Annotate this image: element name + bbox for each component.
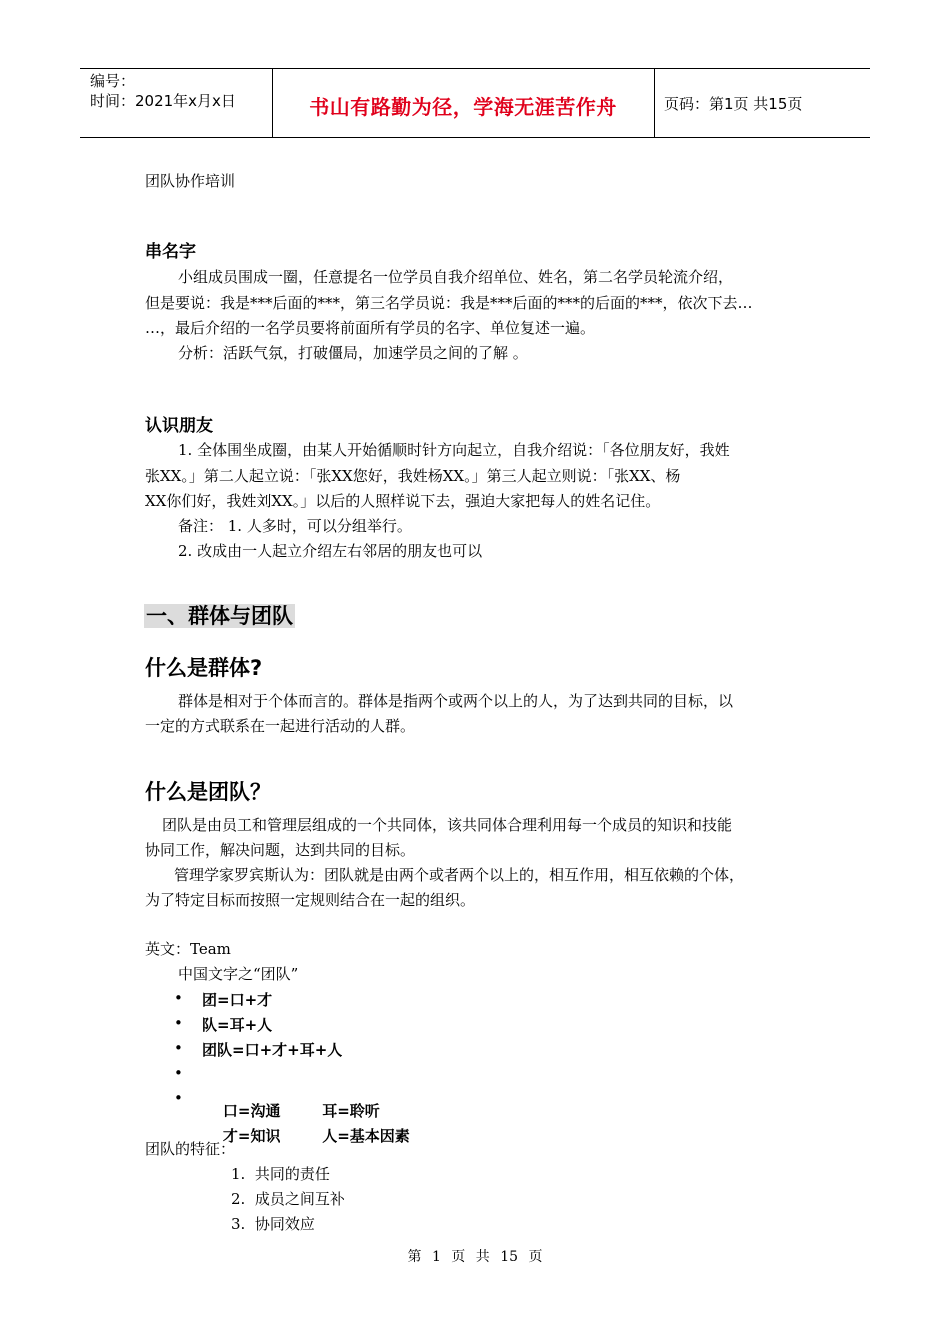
header-divider bbox=[654, 69, 655, 137]
feature-item: 3. 协同效应 bbox=[231, 1215, 315, 1233]
paragraph-line: …，最后介绍的一名学员要将前面所有学员的名字、单位复述一遍。 bbox=[145, 319, 596, 337]
time-label: 时间：2021年x月x日 bbox=[90, 92, 236, 110]
features-title: 团队的特征： bbox=[145, 1140, 236, 1158]
paragraph-line: 2. 改成由一人起立介绍左右邻居的朋友也可以 bbox=[178, 542, 483, 560]
paragraph-line: 协同工作，解决问题，达到共同的目标。 bbox=[145, 841, 416, 859]
paragraph-line: 一定的方式联系在一起进行活动的人群。 bbox=[145, 717, 416, 735]
paragraph-line: 团队是由员工和管理层组成的一个共同体，该共同体合理利用每一个成员的知识和技能 bbox=[162, 816, 733, 834]
bullet-text: 才=知识 人=基本因素 bbox=[222, 1127, 410, 1145]
part-heading bbox=[144, 600, 295, 630]
paragraph-line: 群体是相对于个体而言的。群体是指两个或两个以上的人，为了达到共同的目标，以 bbox=[178, 692, 734, 710]
bullet-icon: • bbox=[174, 1089, 183, 1107]
subsection-heading: 什么是团队？ bbox=[145, 780, 271, 804]
part-heading-text: 一、群体与团队 bbox=[146, 604, 293, 628]
paragraph-line: 小组成员围成一圈，任意提名一位学员自我介绍单位、姓名，第二名学员轮流介绍， bbox=[178, 268, 734, 286]
paragraph-line: 张XX。」第二人起立说：「张XX您好，我姓杨XX。」第三人起立则说：「张XX、杨 bbox=[145, 467, 681, 485]
bullet-text: 团=口+才 bbox=[202, 991, 273, 1009]
bullet-item bbox=[174, 1014, 273, 1035]
paragraph-line: XX你们好，我姓刘XX。」以后的人照样说下去，强迫大家把每人的姓名记住。 bbox=[145, 492, 661, 510]
bullet-item bbox=[174, 1039, 343, 1060]
paragraph-line: 备注： 1. 人多时，可以分组举行。 bbox=[178, 517, 412, 535]
paragraph-line: 管理学家罗宾斯认为：团队就是由两个或者两个以上的，相互作用，相互依赖的个体， bbox=[174, 866, 745, 884]
bullet-text: 团队=口+才+耳+人 bbox=[202, 1041, 343, 1059]
english-label: 英文：Team bbox=[145, 940, 231, 958]
feature-item: 2. 成员之间互补 bbox=[231, 1190, 345, 1208]
paragraph-line: 1. 全体围坐成圈，由某人开始循顺时针方向起立，自我介绍说：「各位朋友好，我姓 bbox=[178, 441, 730, 459]
doc-title: 团队协作培训 bbox=[145, 172, 236, 190]
page-header bbox=[80, 68, 870, 138]
bullet-icon: • bbox=[174, 1064, 183, 1082]
header-page-label: 页码：第1页 共15页 bbox=[664, 95, 803, 113]
chinese-intro: 中国文字之“团队” bbox=[178, 965, 299, 983]
bullet-icon: • bbox=[174, 1039, 183, 1057]
bullet-text: 队=耳+人 bbox=[202, 1016, 273, 1034]
section-heading: 认识朋友 bbox=[145, 416, 213, 436]
bullet-item bbox=[174, 989, 273, 1010]
section-heading: 串名字 bbox=[145, 242, 196, 262]
bullet-icon: • bbox=[174, 1014, 183, 1032]
subsection-heading: 什么是群体? bbox=[145, 656, 263, 680]
bullet-text: 口=沟通 耳=聆听 bbox=[222, 1102, 380, 1120]
page-footer: 第 1 页 共 15 页 bbox=[407, 1249, 543, 1265]
header-left bbox=[90, 71, 236, 111]
feature-item: 1. 共同的责任 bbox=[231, 1165, 330, 1183]
paragraph-line: 为了特定目标而按照一定规则结合在一起的组织。 bbox=[145, 891, 476, 909]
header-motto: 书山有路勤为径，学海无涯苦作舟 bbox=[309, 95, 617, 119]
paragraph-line: 分析：活跃气氛，打破僵局，加速学员之间的了解 。 bbox=[178, 344, 528, 362]
number-label: 编号： bbox=[90, 72, 136, 90]
bullet-icon: • bbox=[174, 989, 183, 1007]
paragraph-line: 但是要说：我是***后面的***，第三名学员说：我是***后面的***的后面的***，依次下去… bbox=[145, 294, 753, 312]
